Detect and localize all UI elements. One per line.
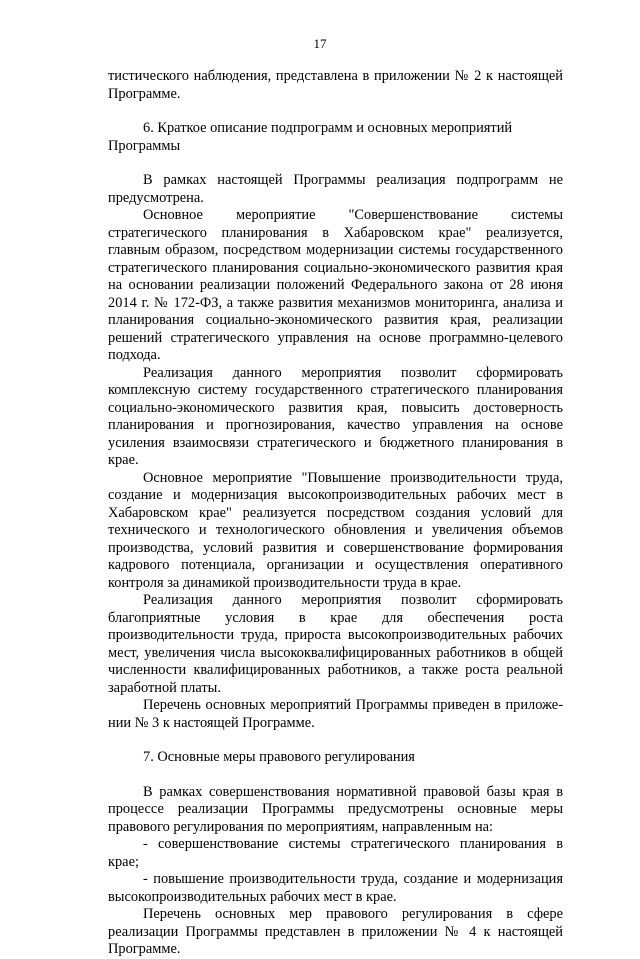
section-6-paragraph: Основное мероприятие "Повышение производительности труда, создание и модернизация высокопроизводительных рабочих мест в Хабаровском крае" реализуется посредством создания условий для технического и технологического обновления и увеличения объемов производства, условий развития и совершенствование формирования кадрового потенциала, организации и осуществления оперативного контроля за динамикой производительности труда в крае. (108, 469, 563, 591)
section-6-paragraph: Перечень основных мероприятий Программы приведен в приложении № 3 к настоящей Программе. (108, 697, 563, 731)
section-7-list-item: - совершенствование системы стратегического планирования в крае; (108, 836, 563, 870)
section-6-heading: 6. Краткое описание подпрограмм и основных мероприятий Программы (108, 120, 513, 154)
section-6-paragraph: Основное мероприятие "Совершенствование системы стратегического планирования в Хабаровском крае" реализуется, главным образом, посредством модернизации системы государственного стратегического планирования социально-экономического развития края на основании реализации положений Федерального закона от 28 июня 2014 г. № 172-ФЗ, а также развития механизмов мониторинга, анализа и планирования социально-экономического развития края, реализации решений стратегического управления на основе программно-целевого подхода. (108, 207, 563, 363)
spacer (108, 767, 563, 784)
section-6-paragraph: Реализация данного мероприятия позволит сформировать комплексную систему государственного стратегического планирования социально-экономического развития края, повысить достоверность планирования и прогнозирования, качество управления на основе усиления взаимосвязи стратегического и бюджетного планирования в крае. (108, 364, 563, 468)
spacer (108, 103, 563, 120)
page-number: 17 (313, 36, 327, 51)
section-7-paragraph: В рамках совершенствования нормативной правовой базы края в процессе реализации Программы предусмотрены основные меры правового регулирования по мероприятиям, направленным на: (108, 783, 563, 835)
section-7-heading: 7. Основные меры правового регулирования (143, 749, 415, 765)
section-6-paragraph: В рамках настоящей Программы реализация подпрограмм не предусмотрена. (108, 172, 563, 206)
lead-paragraph: тистического наблюдения, представлена в приложении № 2 к настоящей Программе. (108, 68, 563, 102)
document-body (108, 68, 563, 959)
spacer (108, 732, 563, 749)
section-7-list-item: - повышение производительности труда, создание и модернизация высокопроизводительных рабочих мест в крае. (108, 871, 563, 905)
section-7-paragraph: Перечень основных мер правового регулирования в сфере реализации Программы представлен в приложении № 4 к настоящей Программе. (108, 906, 563, 957)
spacer (108, 155, 563, 172)
section-6-paragraph: Реализация данного мероприятия позволит сформировать благоприятные условия в крае для обеспечения роста производительности труда, прироста высокопроизводительных рабочих мест, увеличения числа высококвалифицированных работников в общей численности квалифицированных работников, а также роста реальной заработной платы. (108, 592, 563, 696)
